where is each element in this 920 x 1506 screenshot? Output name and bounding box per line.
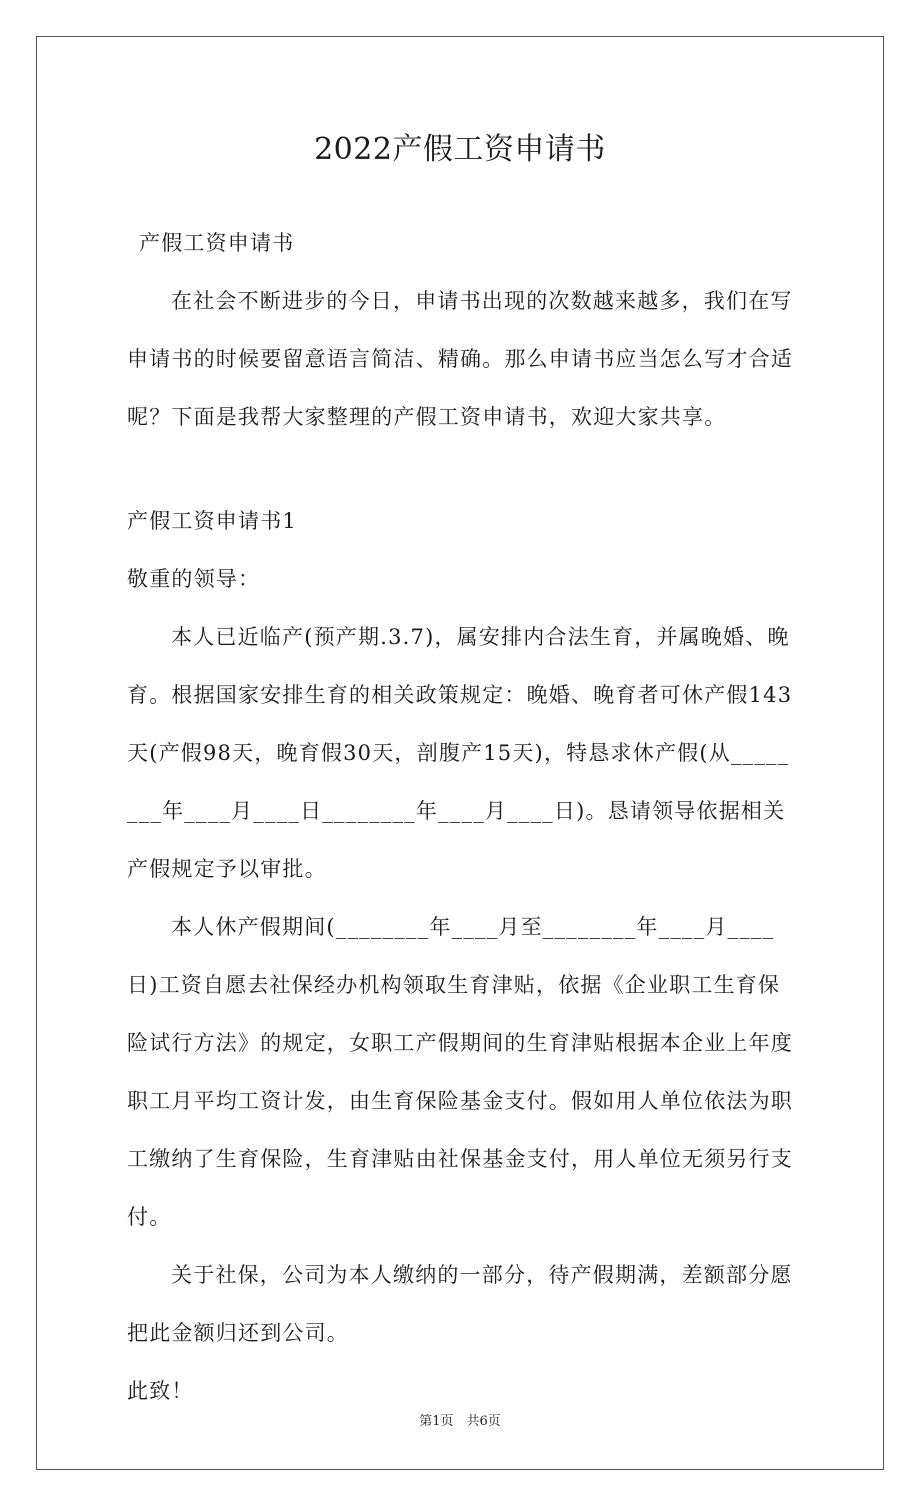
closing: 此致！ — [127, 1379, 194, 1403]
body-paragraph: 本人休产假期间(________年____月至________年____月____日)工资自愿去社保经办机构领取生育津贴，依据《企业职工生育保险试行方法》的规定，女职工产假期间的生育津贴根据本企业上年度职工月平均工资计发，由生育保险基金支付。假如用人单位依法为职工缴纳了生育保险，生育津贴由社保基金支付，用人单位无须另行支付。 — [127, 915, 793, 1229]
body-paragraph: 关于社保，公司为本人缴纳的一部分，待产假期满，差额部分愿把此金额归还到公司。 — [127, 1263, 793, 1345]
body-paragraph: 本人已近临产(预产期.3.7)，属安排内合法生育，并属晚婚、晚育。根据国家安排生育的相关政策规定：晚婚、晚育者可休产假143天(产假98天，晚育假30天，剖腹产15天)，特恳求休产假(从________年____月____日________年____月____日)。恳请领导依据相关产假规定予以审批。 — [127, 625, 793, 881]
document-title: 2022产假工资申请书 — [314, 132, 606, 167]
subtitle: 产假工资申请书 — [139, 231, 295, 255]
document-body — [127, 214, 797, 1420]
salutation: 敬重的领导： — [127, 567, 261, 591]
intro-paragraph: 在社会不断进步的今日，申请书出现的次数越来越多，我们在写申请书的时候要留意语言简洁、精确。那么申请书应当怎么写才合适呢？下面是我帮大家整理的产假工资申请书，欢迎大家共享。 — [127, 289, 793, 429]
page-number: 第1页 共6页 — [419, 1414, 501, 1429]
section-heading: 产假工资申请书1 — [127, 509, 297, 533]
